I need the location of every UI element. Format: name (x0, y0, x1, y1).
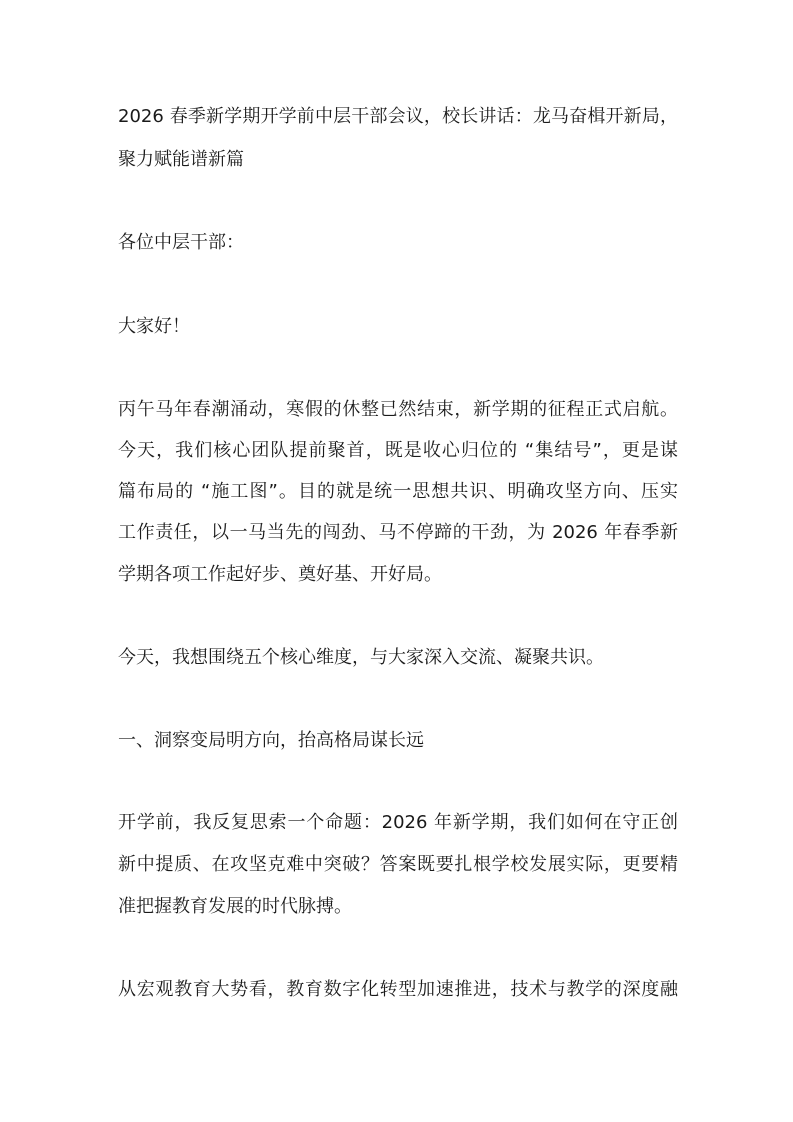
paragraph-2: 今天，我想围绕五个核心维度，与大家深入交流、凝聚共识。 (118, 647, 604, 668)
paragraph-4-line: 从宏观教育大势看，教育数字化转型加速推进，技术与教学的深度融 (118, 979, 678, 1000)
paragraph-3-line: 新中提质、在攻坚克难中突破？答案既要扎根学校发展实际，更要精 (118, 854, 678, 875)
document-title-line-1: 2026 春季新学期开学前中层干部会议，校长讲话：龙马奋楫开新局， (118, 106, 678, 127)
paragraph-1-line: 今天，我们核心团队提前聚首，既是收心归位的 “集结号”，更是谋 (118, 440, 678, 461)
paragraph-1-line: 工作责任，以一马当先的闯劲、马不停蹄的干劲，为 2026 年春季新 (118, 522, 678, 543)
paragraph-1-line: 篇布局的 “施工图”。目的就是统一思想共识、明确攻坚方向、压实 (118, 481, 678, 502)
document-title-line-2: 聚力赋能谱新篇 (118, 149, 244, 170)
paragraph-1-line: 丙午马年春潮涌动，寒假的休整已然结束，新学期的征程正式启航。 (118, 399, 678, 420)
paragraph-3-line: 开学前，我反复思索一个命题：2026 年新学期，我们如何在守正创 (118, 812, 678, 833)
paragraph-3-line: 准把握教育发展的时代脉搏。 (118, 896, 352, 917)
section-1-heading: 一、洞察变局明方向，抬高格局谋长远 (118, 730, 424, 751)
paragraph-1-line: 学期各项工作起好步、奠好基、开好局。 (118, 564, 442, 585)
greeting: 大家好！ (118, 316, 190, 337)
salutation: 各位中层干部： (118, 232, 244, 253)
